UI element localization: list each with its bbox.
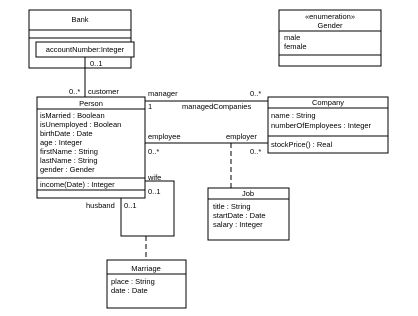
job-attribute: salary : Integer (213, 220, 263, 229)
employee-multiplicity: 0..* (148, 147, 160, 156)
company-name: Company (311, 98, 345, 107)
bank-name: Bank (71, 15, 89, 24)
company-operation: stockPrice() : Real (271, 140, 333, 149)
bank-multiplicity: 0..1 (90, 59, 103, 68)
association-employment (145, 132, 268, 188)
manager-role: manager (148, 89, 178, 98)
marriage-attribute: place : String (111, 277, 155, 286)
employer-multiplicity: 0..* (250, 147, 262, 156)
enum-gender (279, 10, 381, 66)
person-name: Person (79, 99, 103, 108)
customer-multiplicity: 0..* (69, 87, 81, 96)
customer-role: customer (88, 87, 119, 96)
class-person (37, 97, 145, 198)
bank-qualifier: accountNumber:Integer (45, 45, 125, 54)
company-attribute: name : String (271, 111, 316, 120)
gender-literal: female (284, 42, 307, 51)
gender-literal: male (284, 33, 301, 42)
company-attribute: numberOfEmployees : Integer (271, 121, 372, 130)
wife-role: wife (148, 173, 162, 182)
job-attribute: title : String (213, 202, 251, 211)
gender-name: Gender (317, 21, 343, 30)
employee-role: employee (148, 132, 181, 141)
class-marriage (107, 260, 186, 308)
person-attribute: lastName : String (40, 156, 98, 165)
husband-multiplicity: 0..1 (124, 201, 137, 210)
class-company (268, 97, 388, 153)
person-attribute: birthDate : Date (40, 129, 93, 138)
job-attribute: startDate : Date (213, 211, 266, 220)
person-attribute: age : Integer (40, 138, 83, 147)
person-operation: income(Date) : Integer (40, 180, 115, 189)
association-manager (145, 89, 268, 111)
person-attribute: firstName : String (40, 147, 98, 156)
job-name: Job (241, 189, 255, 198)
class-bank (29, 10, 134, 68)
gender-stereotype: «enumeration» (304, 12, 356, 21)
managed-companies-role: managedCompanies (182, 102, 252, 111)
company-multiplicity: 0..* (250, 89, 262, 98)
class-job (208, 188, 289, 240)
marriage-name: Marriage (131, 264, 161, 273)
manager-multiplicity: 1 (148, 102, 153, 111)
husband-role: husband (86, 201, 115, 210)
wife-multiplicity: 0..1 (148, 187, 161, 196)
marriage-attribute: date : Date (111, 286, 148, 295)
person-attribute: isMarried : Boolean (40, 111, 105, 120)
person-attribute: gender : Gender (40, 165, 95, 174)
employer-role: employer (226, 132, 257, 141)
person-attribute: isUnemployed : Boolean (40, 120, 122, 129)
